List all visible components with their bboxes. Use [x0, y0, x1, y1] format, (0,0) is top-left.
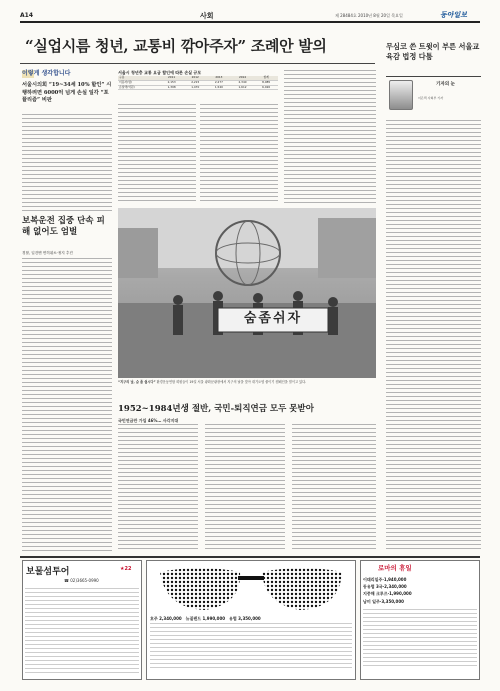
ad-separator	[20, 556, 480, 558]
ad-right-body	[363, 576, 477, 676]
ad-price: 유럽 3,350,000	[229, 616, 261, 621]
ad-price: 호주 2,340,000	[150, 616, 182, 621]
header-rule	[20, 21, 480, 23]
table-cell: 1,470	[183, 85, 207, 90]
table-cell: 손실액(억원)	[118, 85, 160, 90]
ad-right-title: 로마의 휴일	[378, 564, 412, 572]
caption-text: 환경운동연합 회원들이 19일 서울 광화문광장에서 지구의 날을 맞아 대기오염 줄이기 캠페인을 벌이고 있다.	[156, 380, 307, 384]
headline-rule	[20, 63, 375, 64]
column-title: 무심코 쓴 트윗이 부른 서울교육감 법정 다툼	[386, 42, 480, 61]
table-header-cell: 구분	[118, 76, 160, 80]
page-number: A14	[20, 12, 33, 19]
table-cell: 2,340	[231, 80, 255, 85]
second-story-title: 보복운전 집중 단속 피해 없어도 엄벌	[22, 216, 105, 238]
table-cell: 2,277	[207, 80, 231, 85]
ad-left-title: 보물섬투어	[26, 567, 70, 577]
table-cell: 8,985	[254, 80, 278, 85]
table-title: 서울시 청년층 교통 요금 할인에 따른 손실 규모	[118, 70, 202, 75]
table-cell: 6,020	[254, 85, 278, 90]
main-headline: “실업시름 청년, 교통비 깎아주자” 조례안 발의	[25, 37, 327, 55]
newspaper-brand: 동아일보	[440, 11, 468, 19]
table-header-cell: 2013	[207, 76, 231, 80]
story-body-1	[118, 424, 198, 552]
story-body-3	[292, 424, 376, 552]
caption-lead: “지구의 날, 숨 좀 쉽시다”	[118, 380, 156, 384]
table-cell: 1,398	[160, 85, 184, 90]
author-name: 기자의 눈	[436, 82, 455, 87]
lead-body-text-3	[200, 104, 278, 204]
table-cell: 2,215	[183, 80, 207, 85]
photo-caption	[118, 380, 376, 384]
table-header-cell: 2012	[183, 76, 207, 80]
ad-line: 지중해 크루즈·1,990,000	[363, 591, 412, 597]
ad-line: 남미 일주·3,350,000	[363, 598, 404, 604]
ad-left-body	[25, 588, 139, 676]
loss-table	[118, 76, 278, 90]
second-story-body	[22, 258, 112, 553]
story-title: 1952~1984년생 절반, 국민-퇴직연금 모두 못받아	[118, 404, 314, 414]
ad-center-body	[150, 616, 352, 676]
section-label: 사회	[200, 12, 214, 20]
news-photo	[118, 208, 376, 378]
lead-subheading: 서울시의회 “19~34세 10% 할인” 시행하려면 6000억 넘게 손실 일각 “포퓰리즘” 비판	[22, 82, 112, 104]
lead-body-text	[22, 114, 112, 214]
table-row	[118, 85, 278, 90]
story-subtitle: 국민연금만 가입 46%… 사각지대	[118, 418, 179, 423]
ad-line: 이태리일주·1,940,000	[363, 577, 407, 582]
table-cell: 2,153	[160, 80, 184, 85]
ad-left-phone: ☎ 02)3665-0990	[64, 578, 99, 583]
table-header-cell: 2014	[231, 76, 255, 80]
author-role: 이은택 사회부 기자	[418, 96, 444, 100]
second-story-subtitle: 경찰, 입건땐 면허취소·정지 추진	[22, 251, 73, 255]
table-header-cell: 2011	[160, 76, 184, 80]
ad-left-badge: ★22	[120, 566, 132, 572]
table-header-cell: 합계	[254, 76, 278, 80]
issue-date: 제 28484호 2010년 8월 20일 목요일	[335, 13, 403, 18]
lead-body-text-2	[118, 104, 196, 204]
sunglasses-graphic	[150, 564, 352, 615]
table-cell: 이용자(명)	[118, 80, 160, 85]
ad-price: 뉴질랜드 1,990,000	[185, 616, 226, 621]
story-body-2	[205, 424, 285, 552]
ad-line: 동유럽 3국·2,340,000	[363, 584, 407, 590]
lead-body-text-4	[284, 70, 376, 204]
column-tag: 이렇게 생각합니다	[22, 70, 71, 77]
table-cell: 1,612	[231, 85, 255, 90]
column-body	[386, 120, 481, 552]
protest-sign: 숨좀쉬자	[243, 311, 303, 326]
author-avatar	[389, 80, 413, 110]
table-cell: 1,540	[207, 85, 231, 90]
